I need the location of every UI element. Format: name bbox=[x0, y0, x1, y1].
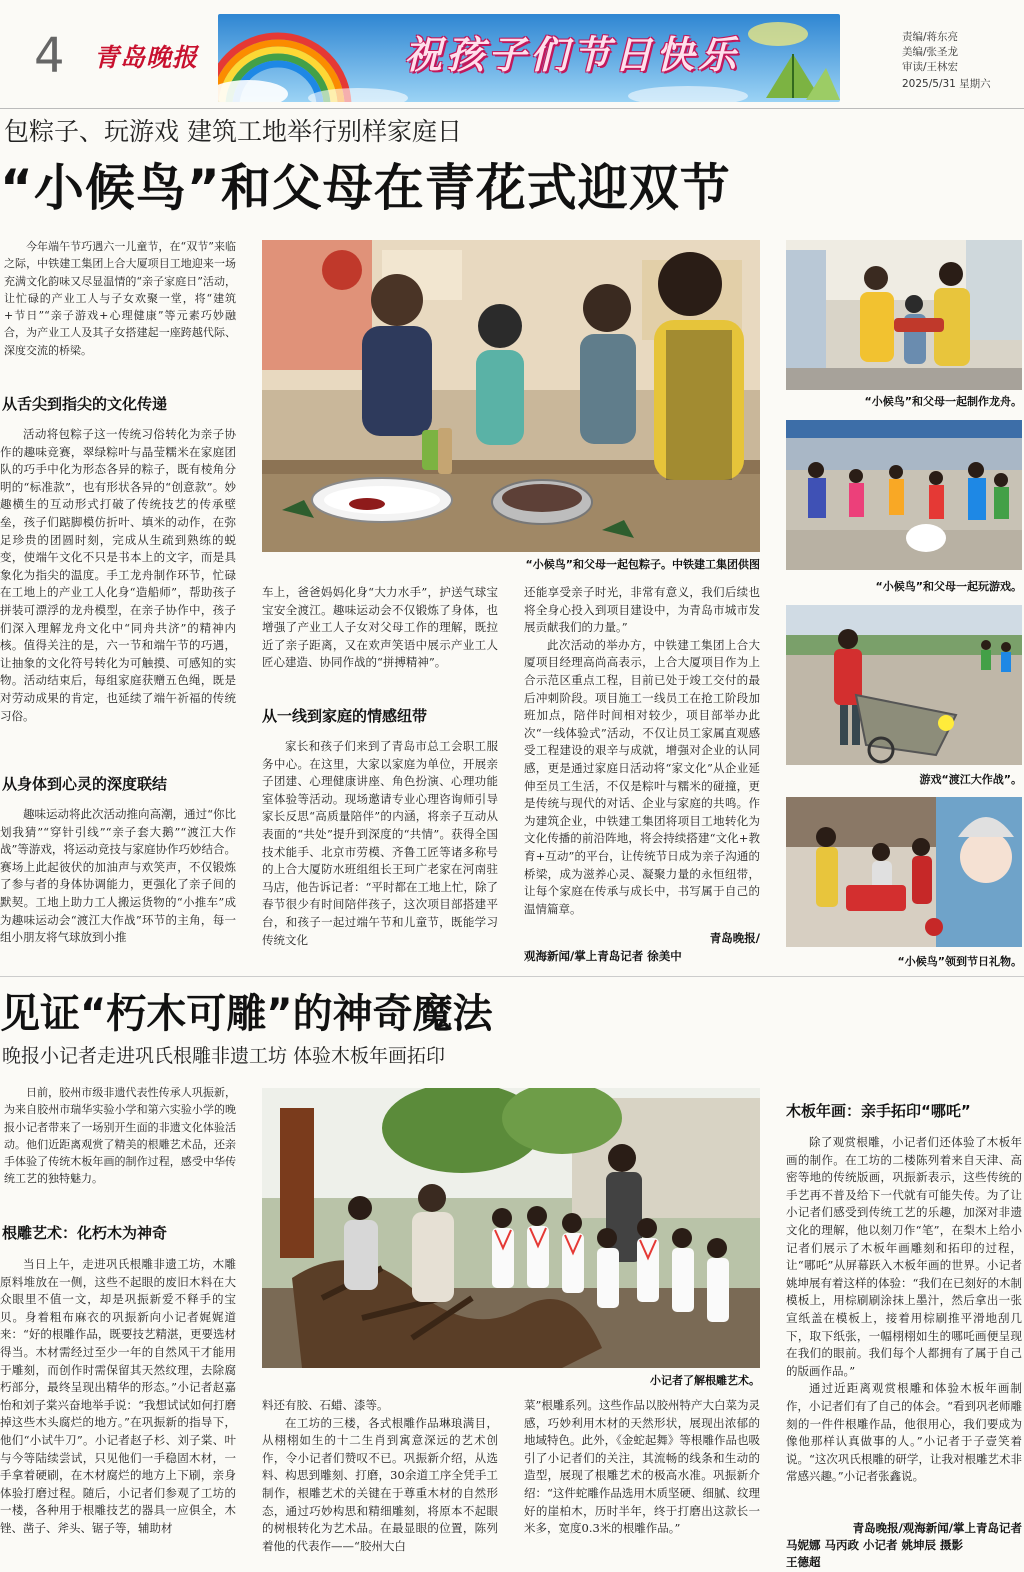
article2-section2-paragraph-a: 除了观赏根雕，小记者们还体验了木板年画的制作。在工坊的二楼陈列着来自天津、高密等地的传统版画，巩振新表示，这些传统的手艺再不普及给下一代就有可能失传。为了让小记者们感受到传统工艺的乐趣，加深对非遗文化的理解，他以刻刀作“笔”，在梨木上给小记者们展示了木板年画雕刻和拓印的过程，让“哪吒”从屏幕跃入木板年画的世界。小记者姚坤展有着这样的体验：“我们在已刻好的木制模板上，用棕刷刷涂抹上墨汁，然后拿出一张宣纸盖在模板上，接着用棕刷推平滑地刮几下，取下纸张，一幅栩栩如生的哪吒画便呈现在我们的眼前。我们每个人都拥有了属于自己的版画作品。” bbox=[786, 1135, 1022, 1378]
article1-section1-title: 从舌尖到指尖的文化传递 bbox=[2, 395, 168, 413]
article1-section2-title: 从身体到心灵的深度联结 bbox=[2, 775, 168, 793]
article2-section1-paragraph: 当日上午，走进巩氏根雕非遗工坊，木雕原料堆放在一侧，这些不起眼的废旧木料在大众眼里不值一文，却是巩振新爱不释手的宝贝。身着粗布麻衣的巩振新向小记者娓娓道来：“好的根雕作品，既要技艺精湛，更要选材得当。木材需经过至少一年的自然风干才能用于雕刻，而创作时需保留其天然纹理，去除腐朽部分，最终呈现出精华的形态。”小记者赵嘉怡和刘子棠兴奋地举手说：“我想试试如何打磨掉这些木头腐烂的地方。”在巩振新的指导下，他们“小试牛刀”。小记者赵子杉、刘子棠、叶与今等陆续尝试，只见他们一手稳固木材，一手拿着硬刷，在木材腐烂的地方上下刷，亲身体验打磨过程。随后，小记者们参观了工坊的一楼，各种用于根雕技艺的器具一应俱全，木锉、凿子、斧头、锯子等，辅助材 bbox=[0, 1257, 236, 1535]
article2-section1-body bbox=[0, 1256, 236, 1572]
col2-paragraph: 车上，爸爸妈妈化身“大力水手”，护送气球宝宝安全渡江。趣味运动会不仅锻炼了身体，也增强了产业工人子女对父母工作的理解，既拉近了亲子距离，又在欢声笑语中展示产业工人匠心建造、协同作战的“拼搏精神”。 bbox=[262, 585, 498, 670]
side-photo-river-crossing bbox=[786, 605, 1022, 765]
section1-paragraph: 活动将包粽子这一传统习俗转化为亲子协作的趣味竞赛，翠绿粽叶与晶莹糯米在家庭团队的巧手中化为形态各异的粽子，既有棱角分明的“标准款”，也有形状各异的“创意款”。妙趣横生的互动形式打破了传统技艺的传承壁垒，孩子们踮脚模仿折叶、填米的动作，在弥足珍贵的团圆时刻，完成从生疏到熟练的蜕变，使端午文化不只是书本上的文字，而是具象化为指尖的温度。手工龙舟制作环节，忙碌在工地上的产业工人化身“造船师”，帮助孩子拼装可漂浮的龙舟模型，在亲子协作中，孩子们深入理解龙舟文化中“同舟共济”的精神内核。值得关注的是，六一节和端午节的巧遇，让抽象的文化符号转化为可触摸、可感知的实物。活动结束后，每组家庭获赠五色绳，既是对劳动成果的肯定，也延续了端午祈福的传统习俗。 bbox=[0, 427, 236, 723]
editor-line: 责编/蒋东亮 bbox=[902, 31, 959, 43]
page-number: 4 bbox=[34, 28, 65, 84]
article2-section2-paragraph-b: 通过近距离观赏根雕和体验木板年画制作，小记者们有了自己的体会。“看到巩老师雕刻的一件件根雕作品，他很用心，我们要成为像他那样认真做事的人。”小记者于子壹笑着说。“这次巩氏根雕的研学，让我对根雕艺术非常感兴趣。”小记者张鑫说。 bbox=[786, 1381, 1022, 1484]
side-photo-games bbox=[786, 420, 1022, 570]
byline-line1: 青岛晚报/ bbox=[709, 931, 760, 945]
article1-section2-body bbox=[0, 806, 236, 964]
byline-line2: 观海新闻/掌上青岛记者 徐美中 bbox=[524, 948, 682, 963]
article2-byline-line2: 马妮娜 马丙政 小记者 姚坤辰 摄影 bbox=[786, 1538, 964, 1552]
zongzi-photo-illustration bbox=[262, 240, 760, 552]
article-divider bbox=[0, 976, 1024, 977]
art-editor-line: 美编/张圣龙 bbox=[902, 46, 959, 58]
section3-paragraph: 家长和孩子们来到了青岛市总工会职工服务中心。在这里，大家以家庭为单位，开展亲子团建、心理健康讲座、角色扮演、心理功能室体验等活动。现场邀请专业心理咨询师引导家长反思“高质量陪伴”的内涵，将亲子互动从表面的“共处”提升到深度的“共情”。获得全国技术能手、北京市劳模、齐鲁工匠等诸多称号的上合大厦防水班组组长王珂广老家在河南驻马店，他告诉记者：“平时都在工地上忙，除了春节很少有时间陪伴孩子，这次项目部搭建平台，和孩子一起过端午节和儿童节，既能学习传统文化 bbox=[262, 739, 498, 947]
root-carving-photo-illustration bbox=[262, 1088, 760, 1368]
article2-lead bbox=[4, 1084, 236, 1208]
article2-section1-title: 根雕艺术：化朽木为神奇 bbox=[2, 1224, 168, 1242]
side-caption-2: “小候鸟”和父母一起玩游戏。 bbox=[875, 580, 1022, 593]
article1-main-caption: “小候鸟”和父母一起包粽子。中铁建工集团供图 bbox=[525, 558, 760, 571]
article1-col2-body bbox=[262, 584, 498, 690]
side-photo-gifts bbox=[786, 797, 1022, 947]
article1-section1-body bbox=[0, 426, 236, 760]
article2-col3-paragraph: 菜”根雕系列。这些作品以胶州特产大白菜为灵感，巧妙利用木材的天然形状，展现出浓郁的地域特色。此外，《金蛇起舞》等根雕作品也吸引了小记者们的关注，其流畅的线条和生动的造型，展现了根雕艺术的极高水准。巩振新介绍：“这件蛇雕作品选用木质坚硬、细腻、纹理好的崖柏木，历时半年，终于打磨出这款长一米多，宽度0.3米的根雕作品。” bbox=[524, 1398, 760, 1536]
article2-col3-body bbox=[524, 1397, 760, 1572]
article1-kicker: 包粽子、玩游戏 建筑工地举行别样家庭日 bbox=[4, 117, 462, 146]
article2-byline-line1: 青岛晚报/观海新闻/掌上青岛记者 bbox=[852, 1521, 1022, 1535]
article2-kicker: 晚报小记者走进巩氏根雕非遗工坊 体验木板年画拓印 bbox=[2, 1045, 446, 1067]
side-caption-1: “小候鸟”和父母一起制作龙舟。 bbox=[864, 395, 1022, 408]
article1-headline: “小候鸟”和父母在青花式迎双节 bbox=[0, 159, 731, 217]
issue-date: 2025/5/31 星期六 bbox=[902, 78, 991, 90]
side-caption-4: “小候鸟”领到节日礼物。 bbox=[897, 955, 1022, 968]
article2-byline bbox=[786, 1520, 1022, 1572]
article1-main-photo bbox=[262, 240, 760, 552]
lead-paragraph: 今年端午节巧遇六一儿童节，在“双节”来临之际，中铁建工集团上合大厦项目工地迎来一场充满文化韵味又尽显温情的“亲子家庭日”活动，让忙碌的产业工人与子女欢聚一堂，将“建筑+节日”“亲子游戏+心理健康”等元素巧妙融合，为产业工人及其子女搭建起一座跨越代际、深度交流的桥梁。 bbox=[4, 240, 236, 357]
header-divider bbox=[0, 108, 1024, 109]
proofreader-line: 审读/王林宏 bbox=[902, 61, 959, 73]
article2-headline: 见证“朽木可雕”的神奇魔法 bbox=[0, 991, 493, 1037]
editor-credits bbox=[902, 30, 1020, 92]
article2-photo bbox=[262, 1088, 760, 1368]
col3-paragraph-a: 还能享受亲子时光，非常有意义，我们后续也将全身心投入到项目建设中，为青岛市城市发展贡献我们的力量。” bbox=[524, 585, 760, 635]
article1-byline bbox=[524, 930, 760, 966]
side-photo-dragon-boat bbox=[786, 240, 1022, 390]
masthead-logo: 青岛晚报 bbox=[94, 43, 199, 72]
article2-photo-caption: 小记者了解根雕艺术。 bbox=[650, 1374, 760, 1387]
article1-section3-title: 从一线到家庭的情感纽带 bbox=[262, 707, 428, 725]
article2-section2-body bbox=[786, 1134, 1022, 1522]
col3-paragraph-b: 此次活动的举办方，中铁建工集团上合大厦项目经理高尚高表示，上合大厦项目作为上合示范区重点工程，目前已处于竣工交付的最后冲刺阶段。项目施工一线员工在抢工阶段加班加点，陪伴时间相对较少，项目部举办此次“一线体验式”活动，不仅让员工家属直观感受工程建设的艰辛与成就，增强对企业的认同感，更是通过家庭日活动将“家文化”从企业延伸至员工生活，不仅是粽叶与糯米的碰撞，更是传统与现代的对话、企业与家庭的共鸣。作为建筑企业，中铁建工集团将项目工地转化为文化传播的前沿阵地，将会持续搭建“文化+教育+互动”的平台，让传统节日成为亲子沟通的桥梁，成为滋养心灵、凝聚力量的永恒纽带，让每个家庭在传承与成长中，书写属于自己的温情篇章。 bbox=[524, 637, 760, 916]
banner-slogan: 祝孩子们节日快乐 bbox=[403, 32, 740, 77]
article2-col2-body bbox=[262, 1397, 498, 1572]
article1-lead bbox=[4, 238, 236, 380]
article1-section3-body bbox=[262, 738, 498, 964]
article2-lead-paragraph: 日前，胶州市级非遗代表性传承人巩振新，为来自胶州市瑞华实验小学和第六实验小学的晚报小记者带来了一场别开生面的非遗文化体验活动。他们近距离观赏了精美的根雕艺术品，还亲手体验了传统木板年画的制作过程，感受中华传统工艺的独特魅力。 bbox=[4, 1086, 236, 1186]
article1-col3-body bbox=[524, 584, 760, 958]
article2-byline-line3: 王德超 bbox=[786, 1555, 821, 1569]
article2-col2-paragraph-a: 料还有胶、石蜡、漆等。 bbox=[262, 1398, 389, 1412]
article2-section2-title: 木板年画：亲手拓印“哪吒” bbox=[786, 1102, 971, 1120]
side-caption-3: 游戏“渡江大作战”。 bbox=[919, 773, 1022, 786]
article2-col2-paragraph-b: 在工坊的三楼，各式根雕作品琳琅满目，从栩栩如生的十二生肖到寓意深远的艺术创作，令小记者们赞叹不已。巩振新介绍，从选料、构思到雕刻、打磨，30余道工序全凭手工制作，根雕艺术的关键在于尊重木材的自然形态，通过巧妙构思和精细雕刻，将原本不起眼的树根转化为艺术品。在最显眼的位置，陈列着他的代表作——“胶州大白 bbox=[262, 1415, 498, 1553]
section2-paragraph: 趣味运动将此次活动推向高潮，通过“你比划我猜”“穿针引线”“亲子套大鹅”“渡江大作战”等游戏，将运动竞技与家庭协作巧妙结合。赛场上此起彼伏的加油声与欢笑声，不仅锻炼了参与者的身体协调能力，更强化了亲子间的默契。工地上助力工人搬运货物的“小推车”成为趣味运动会“渡江大作战”环节的主角，每一组小朋友将气球放到小推 bbox=[0, 807, 236, 945]
